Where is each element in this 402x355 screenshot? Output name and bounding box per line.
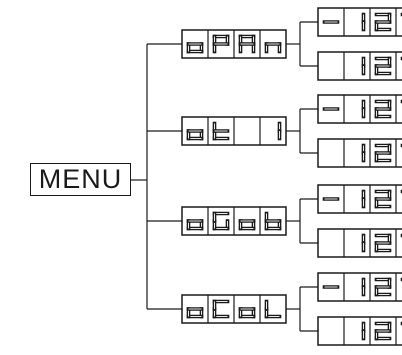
- max-value-display-3: [318, 229, 402, 257]
- mode-display-3: [182, 207, 286, 235]
- max-value-display-2: [318, 139, 402, 167]
- menu-label: MENU: [38, 164, 123, 194]
- min-value-display-4: [318, 273, 402, 301]
- mode-display-2: [182, 117, 286, 145]
- connector-lines: [131, 22, 318, 331]
- mode-display-1: [182, 30, 286, 58]
- max-value-display-1: [318, 52, 402, 80]
- min-value-display-1: [318, 8, 402, 36]
- min-value-display-2: [318, 95, 402, 123]
- min-value-display-3: [318, 185, 402, 213]
- mode-display-4: [182, 295, 286, 323]
- display-nodes: [182, 8, 402, 345]
- max-value-display-4: [318, 317, 402, 345]
